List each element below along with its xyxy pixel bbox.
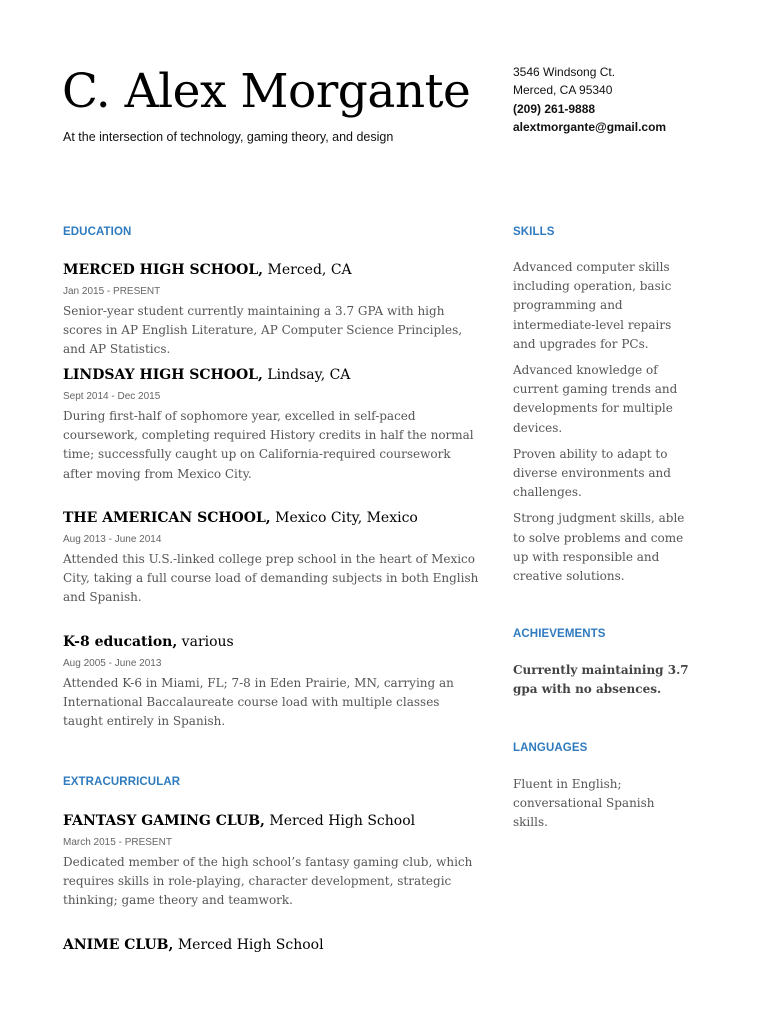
languages-item: Fluent in English; conversational Spanish skills.	[513, 777, 655, 830]
institution-name: K-8 education,	[63, 634, 178, 650]
entry-dates: Aug 2005 - June 2013	[63, 658, 162, 669]
institution-name: THE AMERICAN SCHOOL,	[63, 510, 271, 526]
entry-description: Dedicated member of the high school’s fantasy gaming club, which requires skills in role-playing, character development, strategic thinking; game theory and teamwork.	[63, 855, 473, 908]
activity-location: Merced High School	[264, 813, 416, 829]
education-entry	[63, 366, 483, 484]
education-entry	[63, 633, 483, 732]
skill-item: Strong judgment skills, able to solve problems and come up with responsible and creative solutions.	[513, 511, 685, 584]
skills-list	[513, 258, 693, 593]
email-address[interactable]: alextmorgante@gmail.com	[513, 119, 667, 134]
entry-title	[63, 366, 483, 384]
tagline: At the intersection of technology, gaming theory, and design	[63, 130, 394, 144]
entry-description: Attended this U.S.-linked college prep school in the heart of Mexico City, taking a full course load of demanding subjects in both English and Spanish.	[63, 552, 479, 605]
activity-name: ANIME CLUB,	[63, 937, 174, 953]
education-entry	[63, 261, 483, 360]
activity-name: FANTASY GAMING CLUB,	[63, 813, 265, 829]
skill-item: Proven ability to adapt to diverse environments and challenges.	[513, 446, 671, 500]
contact-block	[513, 63, 666, 136]
entry-dates: Sept 2014 - Dec 2015	[63, 391, 161, 402]
skill-item: Advanced knowledge of current gaming trends and developments for multiple devices.	[513, 363, 678, 435]
entry-title	[63, 936, 483, 954]
entry-dates: Aug 2013 - June 2014	[63, 534, 162, 545]
address-line-2: Merced, CA 95340	[513, 83, 613, 98]
skill-item: Advanced computer skills including operation, basic programming and intermediate-level repairs and upgrades for PCs.	[513, 260, 672, 351]
achievements-heading: ACHIEVEMENTS	[513, 628, 606, 640]
institution-location: Mexico City, Mexico	[270, 510, 418, 526]
activity-location: Merced High School	[173, 937, 324, 953]
entry-dates: Jan 2015 - PRESENT	[63, 286, 161, 297]
extracurricular-entry	[63, 812, 483, 911]
languages-heading: LANGUAGES	[513, 742, 588, 754]
entry-description: During first-half of sophomore year, excelled in self-paced coursework, completing required History credits in half the normal time; successfully caught up on California-required coursework after moving from Mexico City.	[63, 409, 474, 481]
extracurricular-heading: EXTRACURRICULAR	[63, 776, 181, 788]
entry-dates: March 2015 - PRESENT	[63, 837, 172, 848]
entry-description: Attended K-6 in Miami, FL; 7-8 in Eden Prairie, MN, carrying an International Baccalaureate course load with multiple classes taught entirely in Spanish.	[63, 676, 454, 729]
extracurricular-entry	[63, 936, 483, 954]
phone-number: (209) 261-9888	[513, 101, 596, 116]
education-heading: EDUCATION	[63, 226, 132, 238]
education-entry	[63, 509, 483, 608]
address-line-1: 3546 Windsong Ct.	[513, 65, 616, 79]
institution-name: MERCED HIGH SCHOOL,	[63, 262, 264, 278]
entry-title	[63, 261, 483, 279]
institution-name: LINDSAY HIGH SCHOOL,	[63, 367, 263, 383]
skills-heading: SKILLS	[513, 226, 555, 238]
entry-title	[63, 509, 483, 527]
institution-location: Merced, CA	[263, 262, 352, 278]
candidate-name: C. Alex Morgante	[62, 64, 471, 119]
entry-title	[63, 812, 483, 830]
institution-location: various	[177, 634, 234, 650]
entry-title	[63, 633, 483, 651]
achievement-item: Currently maintaining 3.7 gpa with no absences.	[513, 663, 689, 697]
entry-description: Senior-year student currently maintaining a 3.7 GPA with high scores in AP English Literature, AP Computer Science Principles, and AP Statistics.	[63, 304, 463, 357]
institution-location: Lindsay, CA	[262, 367, 351, 383]
